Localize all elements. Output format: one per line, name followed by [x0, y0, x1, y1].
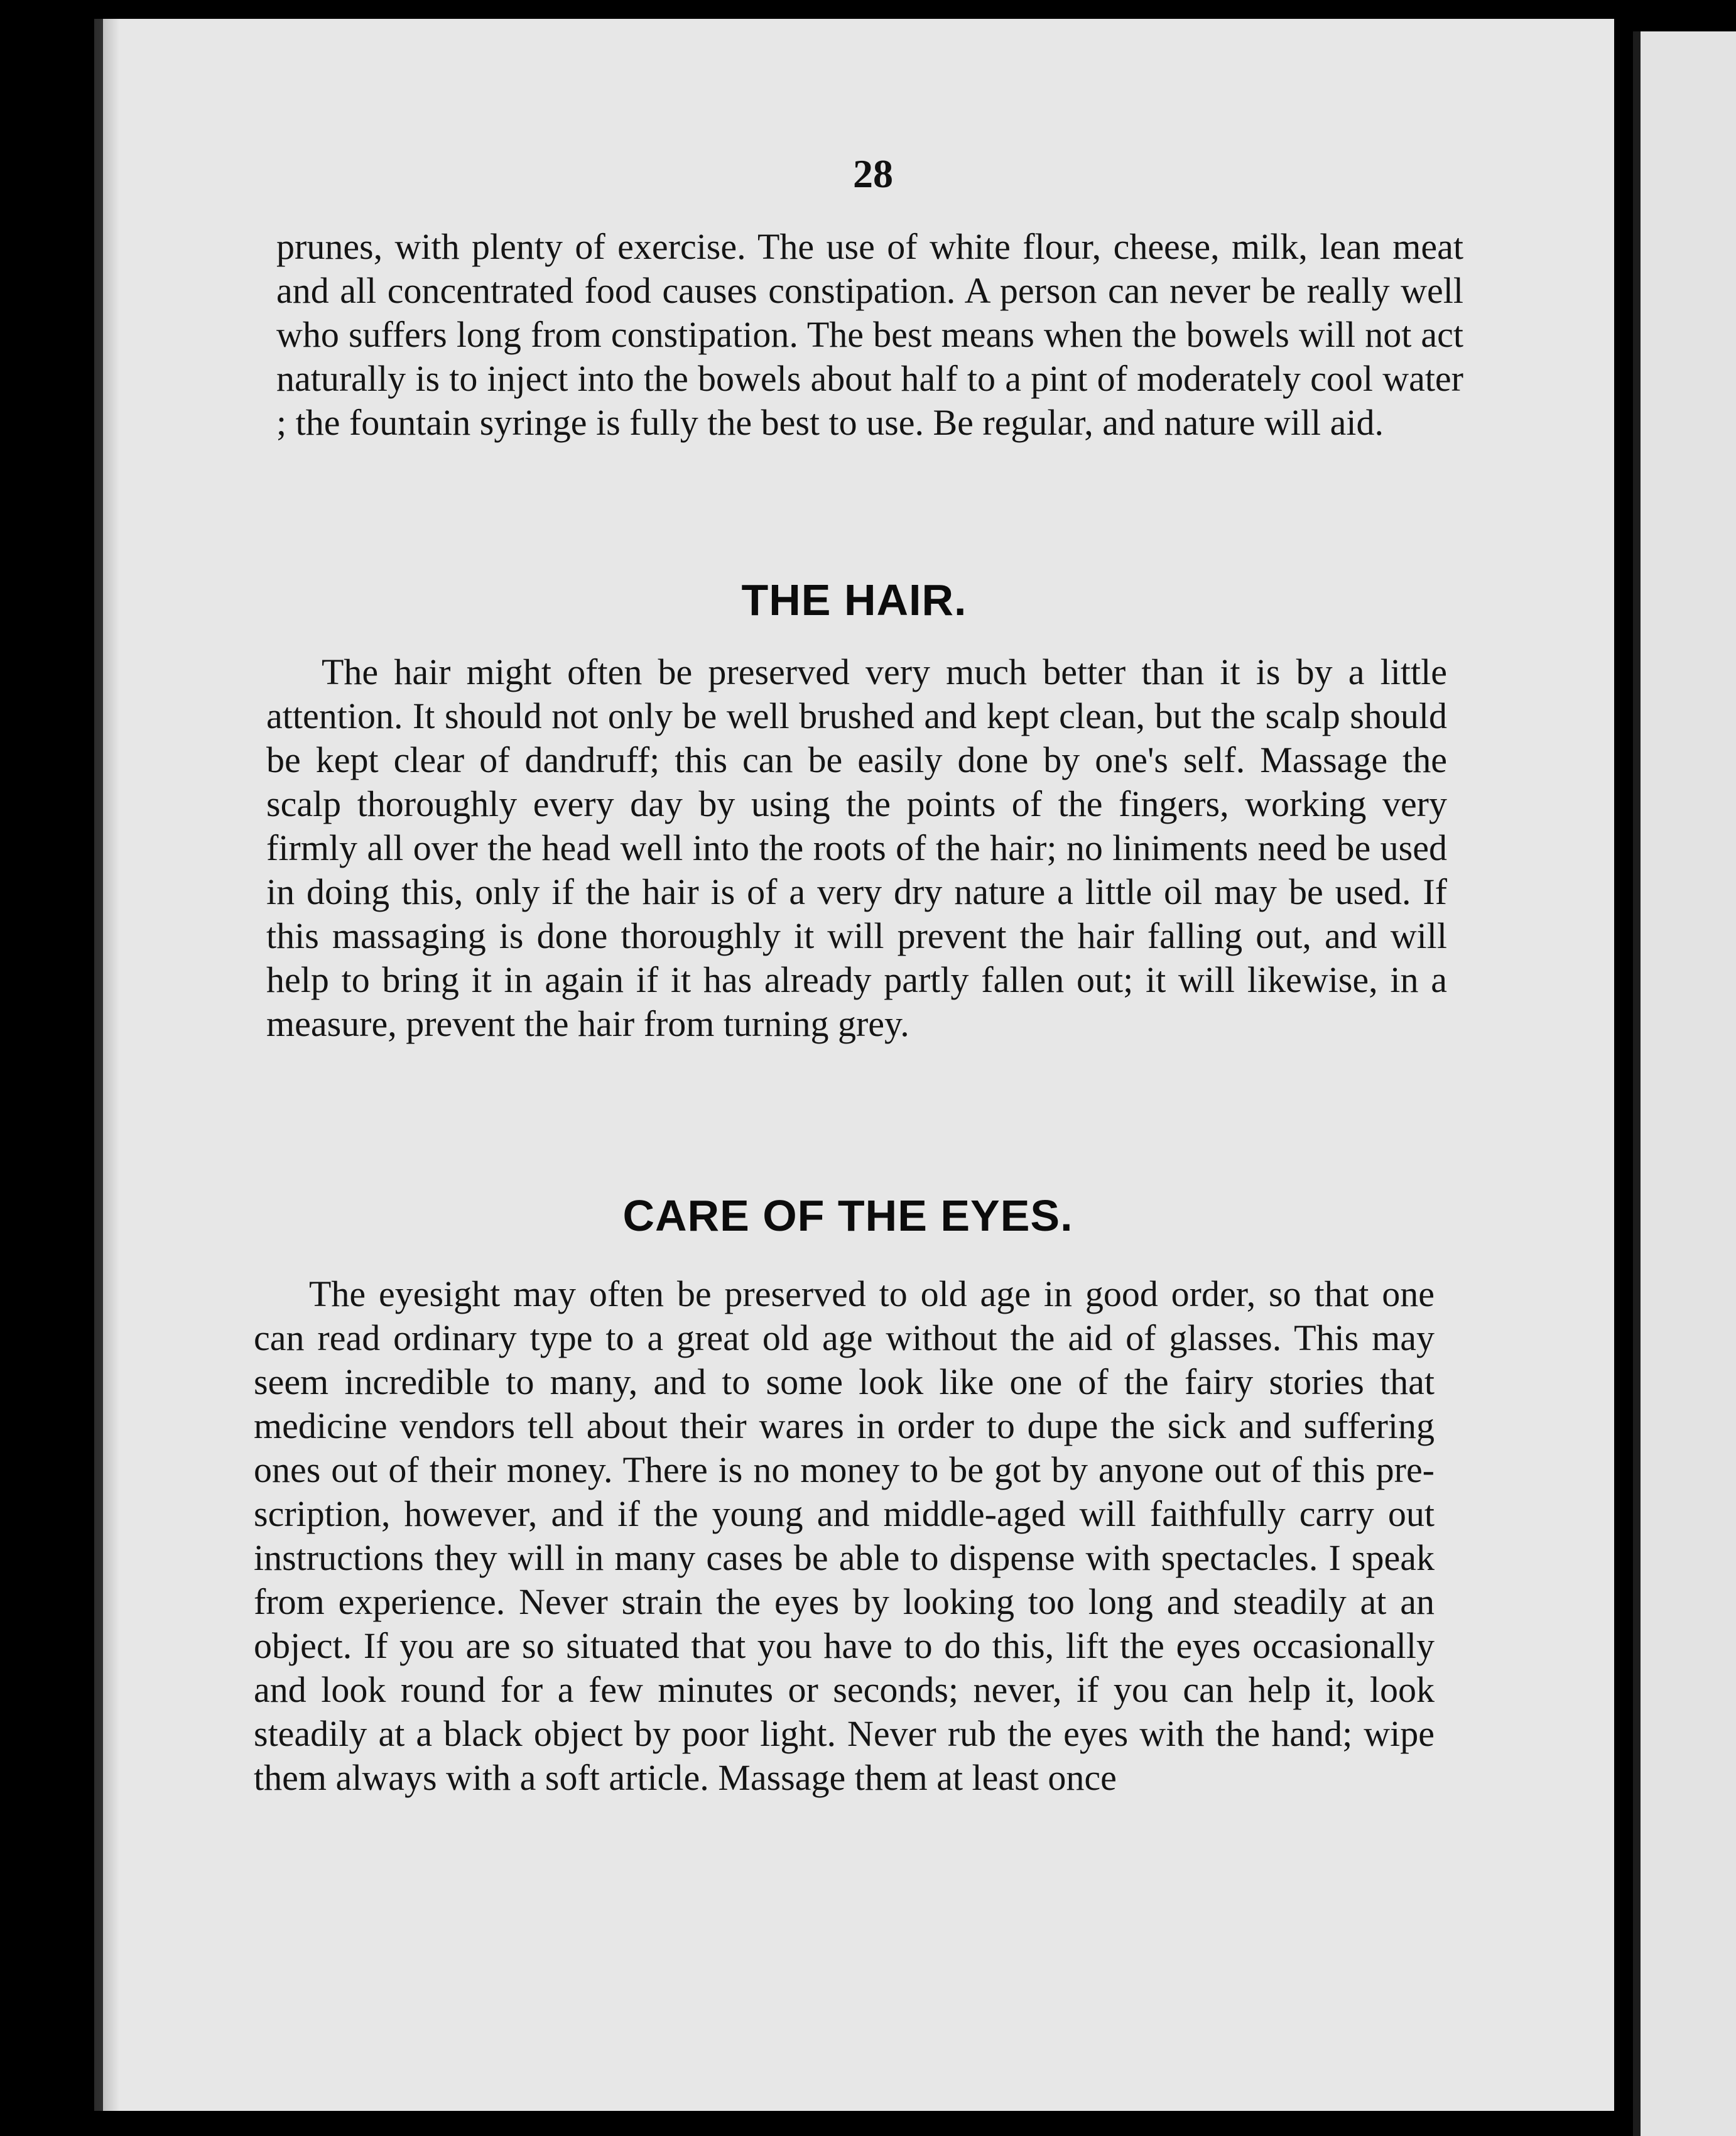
gutter-shadow [94, 19, 119, 2111]
facing-page-edge [1633, 31, 1736, 2136]
page-number: 28 [853, 151, 893, 196]
heading-care-of-the-eyes: CARE OF THE EYES. [622, 1191, 1073, 1240]
paragraph-the-hair: The hair might often be preserved very much better than it is by a little attention. It should not only be well brushed and kept clean, but the scalp should be kept clear of dandruff; this can be easily done by one's self. Massage the scalp thoroughly every day by using the points of the fingers, working very firmly all over the head well into the roots of the hair; no liniments need be used in doing this, only if the hair is of a very dry nature a little oil may be used. If this massaging is done thoroughly it will prevent the hair falling out, and will help to bring it in again if it has already partly fallen out; it will likewise, in a measure, prevent the hair from turning grey. [266, 651, 1447, 1044]
paragraph-constipation: prunes, with plenty of exercise. The use of white flour, cheese, milk, lean meat and all concentrated food causes constipation. A person can never be really well who suffers long from constipation. The best means when the bowels will not act naturally is to inject into the bowels about half to a pint of moderately cool water ; the fountain syringe is fully the best to use. Be regular, and nature will aid. [276, 226, 1463, 443]
heading-the-hair: THE HAIR. [741, 575, 967, 624]
paragraph-care-of-the-eyes: The eyesight may often be preserved to old age in good order, so that one can read ordinary type to a great old age without the aid of glasses. This may seem incredible to many, and to some look like one of the fairy stories that medicine vendors tell about their wares in order to dupe the sick and suffering ones out of their money. There is no money to be got by anyone out of this pre-scription, however, and if the young and middle-aged will faithfully carry out instructions they will in many cases be able to dispense with spectacles. I speak from experience. Never strain the eyes by looking too long and steadily at an object. If you are so situated that you have to do this, lift the eyes occasionally and look round for a few minutes or seconds; never, if you can help it, look steadily at a black object by poor light. Never rub the eyes with the hand; wipe them always with a soft article. Massage them at least once [254, 1273, 1435, 1798]
